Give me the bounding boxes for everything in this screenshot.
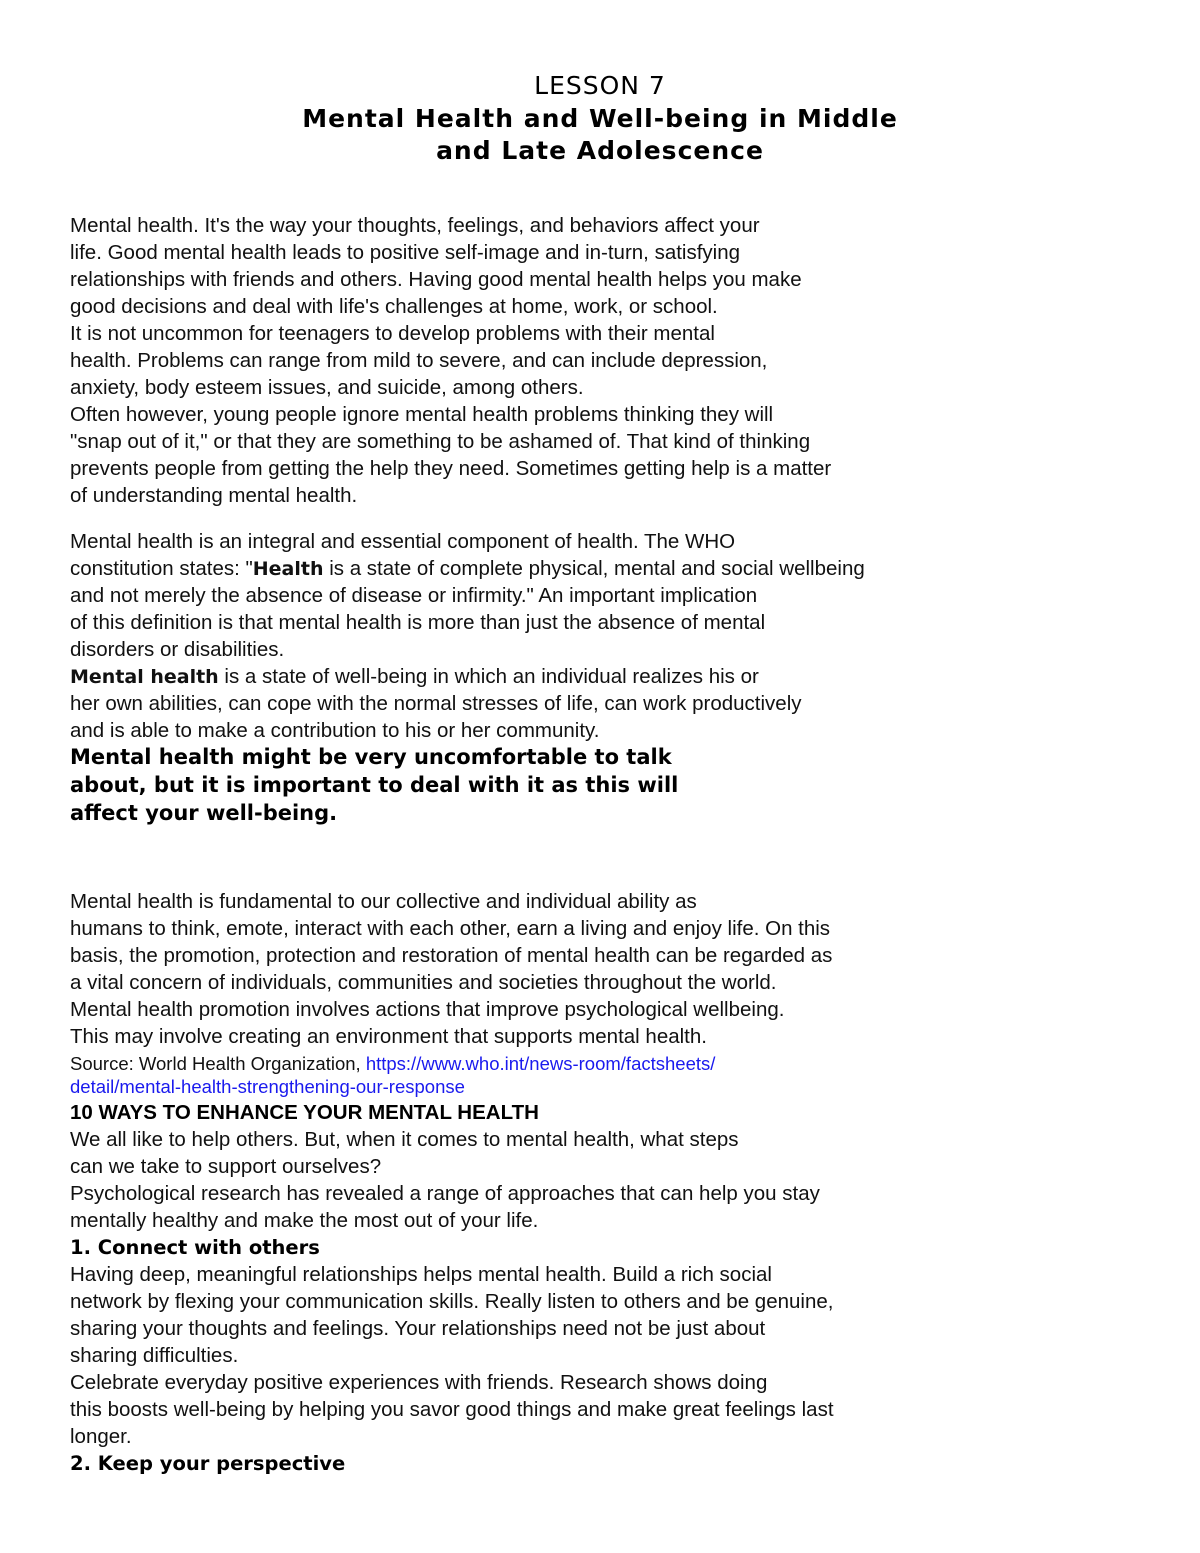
paragraph-line: It is not uncommon for teenagers to develop problems with their mental bbox=[70, 322, 715, 345]
paragraph-line: can we take to support ourselves? bbox=[70, 1155, 382, 1178]
paragraph-line: and is able to make a contribution to his or her community. bbox=[70, 719, 600, 742]
paragraph-line: Mental health. It's the way your thoughts, feelings, and behaviors affect your bbox=[70, 214, 760, 237]
paragraph-line: anxiety, body esteem issues, and suicide, among others. bbox=[70, 376, 584, 399]
paragraph-line bbox=[70, 664, 759, 690]
paragraph-line: Celebrate everyday positive experiences with friends. Research shows doing bbox=[70, 1371, 768, 1394]
paragraph-line: disorders or disabilities. bbox=[70, 638, 285, 661]
paragraph-line: Mental health is an integral and essential component of health. The WHO bbox=[70, 530, 736, 553]
paragraph-line: We all like to help others. But, when it comes to mental health, what steps bbox=[70, 1128, 739, 1151]
paragraph-line: this boosts well-being by helping you savor good things and make great feelings last bbox=[70, 1398, 834, 1421]
paragraph-line: of understanding mental health. bbox=[70, 484, 358, 507]
paragraph-line: sharing difficulties. bbox=[70, 1344, 239, 1367]
emphasis-line: Mental health might be very uncomfortable to talk bbox=[70, 745, 672, 769]
emphasis-line: about, but it is important to deal with it as this will bbox=[70, 773, 679, 797]
item-2-title: 2. Keep your perspective bbox=[70, 1452, 346, 1475]
mental-health-term-bold: Mental health bbox=[70, 666, 219, 688]
item-1-title: 1. Connect with others bbox=[70, 1236, 320, 1259]
paragraph-line: a vital concern of individuals, communities and societies throughout the world. bbox=[70, 971, 777, 994]
paragraph-line: her own abilities, can cope with the normal stresses of life, can work productively bbox=[70, 692, 802, 715]
lesson-number: LESSON 7 bbox=[534, 71, 666, 100]
paragraph-line: basis, the promotion, protection and restoration of mental health can be regarded as bbox=[70, 944, 833, 967]
paragraph-line: good decisions and deal with life's challenges at home, work, or school. bbox=[70, 295, 718, 318]
lesson-title-line-1: Mental Health and Well-being in Middle bbox=[302, 104, 898, 133]
paragraph-line: life. Good mental health leads to positive self-image and in-turn, satisfying bbox=[70, 241, 741, 264]
paragraph-line: Mental health is fundamental to our collective and individual ability as bbox=[70, 890, 697, 913]
paragraph-line: and not merely the absence of disease or infirmity." An important implication bbox=[70, 584, 758, 607]
paragraph-line: Mental health promotion involves actions that improve psychological wellbeing. bbox=[70, 998, 785, 1021]
paragraph-line: network by flexing your communication skills. Really listen to others and be genuine, bbox=[70, 1290, 834, 1313]
emphasis-line: affect your well-being. bbox=[70, 801, 338, 825]
text-run: is a state of complete physical, mental and social wellbeing bbox=[323, 557, 865, 580]
section-heading: 10 WAYS TO ENHANCE YOUR MENTAL HEALTH bbox=[70, 1101, 539, 1124]
source-link-continued[interactable]: detail/mental-health-strengthening-our-response bbox=[70, 1076, 465, 1097]
source-link[interactable]: https://www.who.int/news-room/factsheets/ bbox=[365, 1053, 716, 1074]
text-run: is a state of well-being in which an individual realizes his or bbox=[218, 665, 759, 688]
paragraph-line: of this definition is that mental health is more than just the absence of mental bbox=[70, 611, 766, 634]
paragraph-line: relationships with friends and others. Having good mental health helps you make bbox=[70, 268, 802, 291]
paragraph-line: sharing your thoughts and feelings. Your relationships need not be just about bbox=[70, 1317, 766, 1340]
text-run: constitution states: " bbox=[70, 557, 253, 580]
paragraph-line: mentally healthy and make the most out of your life. bbox=[70, 1209, 539, 1232]
lesson-title-line-2: and Late Adolescence bbox=[436, 136, 764, 165]
paragraph-line: longer. bbox=[70, 1425, 132, 1448]
paragraph-line bbox=[70, 556, 865, 582]
paragraph-line: Having deep, meaningful relationships helps mental health. Build a rich social bbox=[70, 1263, 772, 1286]
paragraph-line: Psychological research has revealed a range of approaches that can help you stay bbox=[70, 1182, 820, 1205]
paragraph-line: "snap out of it," or that they are something to be ashamed of. That kind of thinking bbox=[70, 430, 811, 453]
paragraph-line: health. Problems can range from mild to severe, and can include depression, bbox=[70, 349, 768, 372]
source-label: Source: World Health Organization, bbox=[70, 1053, 366, 1074]
paragraph-line: prevents people from getting the help they need. Sometimes getting help is a matter bbox=[70, 457, 832, 480]
paragraph-line: Often however, young people ignore mental health problems thinking they will bbox=[70, 403, 774, 426]
paragraph-line: This may involve creating an environment that supports mental health. bbox=[70, 1025, 707, 1048]
paragraph-line: humans to think, emote, interact with each other, earn a living and enjoy life. On this bbox=[70, 917, 831, 940]
health-term-bold: Health bbox=[252, 558, 324, 580]
